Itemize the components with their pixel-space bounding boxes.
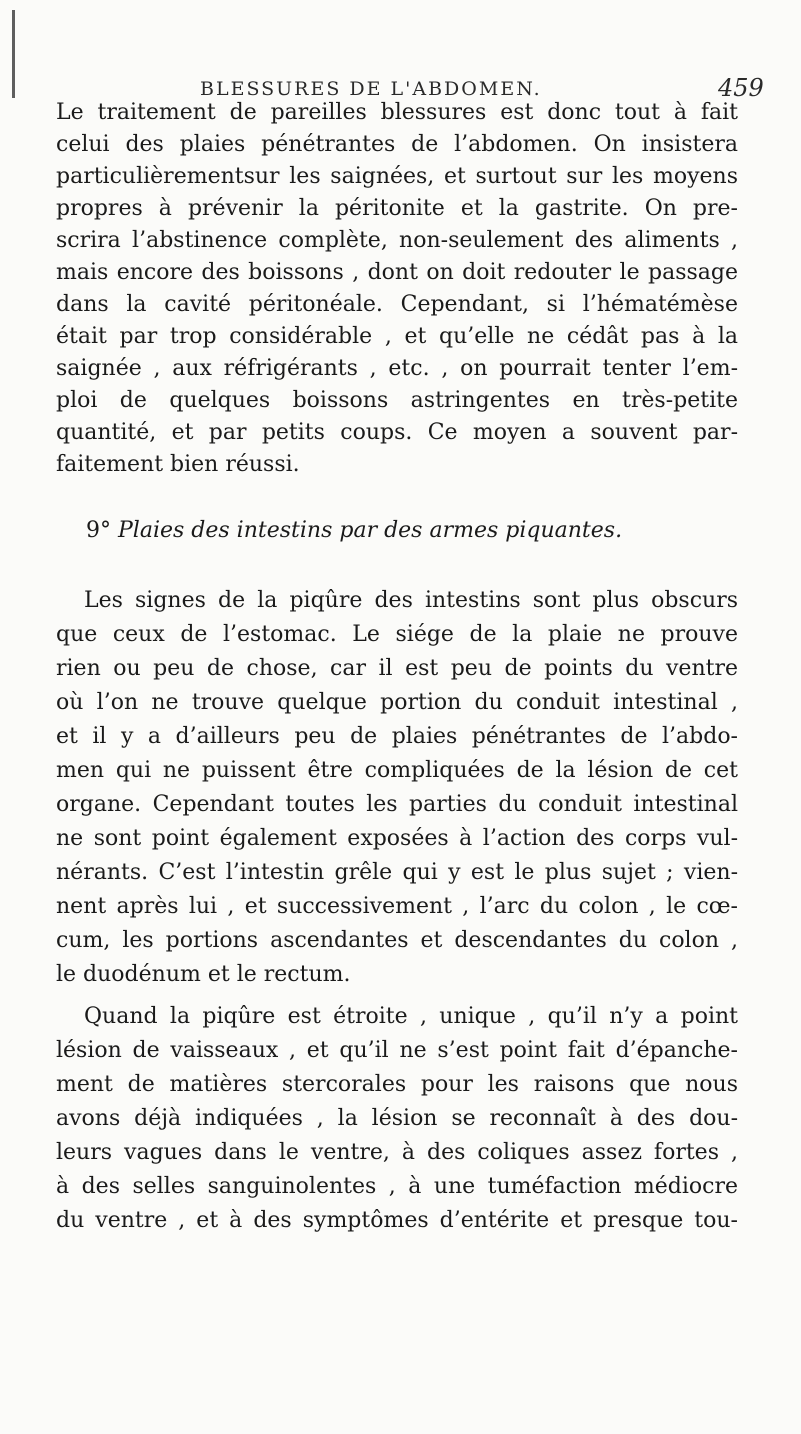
text-line: propres à prévenir la péritonite et la gastrite. On pre-	[56, 196, 738, 221]
text-line: nérants. C’est l’intestin grêle qui y est le plus sujet ; vien-	[56, 860, 738, 885]
text-line: où l’on ne trouve quelque portion du conduit intestinal ,	[56, 690, 738, 715]
text-line: saignée , aux réfrigérants , etc. , on pourrait tenter l’em-	[56, 356, 738, 381]
text-line: avons déjà indiquées , la lésion se reconnaît à des dou-	[56, 1106, 738, 1131]
text-line: ne sont point également exposées à l’action des corps vul-	[56, 826, 738, 851]
text-line: ploi de quelques boissons astringentes en très-petite	[56, 388, 738, 413]
text-line: rien ou peu de chose, car il est peu de points du ventre	[56, 656, 738, 681]
page-edge-mark	[12, 10, 15, 98]
text-line: scrira l’abstinence complète, non-seulement des aliments ,	[56, 228, 738, 253]
text-line: leurs vagues dans le ventre, à des coliques assez fortes ,	[56, 1140, 738, 1165]
text-line: Les signes de la piqûre des intestins sont plus obscurs	[84, 588, 738, 613]
text-line: Quand la piqûre est étroite , unique , qu’il n’y a point	[84, 1004, 738, 1029]
text-line: celui des plaies pénétrantes de l’abdomen. On insistera	[56, 132, 738, 157]
text-line: du ventre , et à des symptômes d’entérite et presque tou-	[56, 1208, 738, 1233]
text-line: organe. Cependant toutes les parties du conduit intestinal	[56, 792, 738, 817]
text-line: quantité, et par petits coups. Ce moyen a souvent par-	[56, 420, 738, 445]
section-title: Plaies des intestins par des armes piquantes.	[118, 518, 623, 543]
text-line: faitement bien réussi.	[56, 452, 300, 477]
text-line: mais encore des boissons , dont on doit redouter le passage	[56, 260, 738, 285]
text-line: Le traitement de pareilles blessures est donc tout à fait	[56, 100, 738, 125]
text-line: cum, les portions ascendantes et descendantes du colon ,	[56, 928, 738, 953]
page-number: 459	[718, 74, 764, 102]
section-heading	[86, 518, 738, 544]
text-line: men qui ne puissent être compliquées de la lésion de cet	[56, 758, 738, 783]
text-line: particulièrementsur les saignées, et surtout sur les moyens	[56, 164, 738, 189]
text-line: dans la cavité péritonéale. Cependant, si l’hématémèse	[56, 292, 738, 317]
text-line: lésion de vaisseaux , et qu’il ne s’est point fait d’épanche-	[56, 1038, 738, 1063]
text-line: à des selles sanguinolentes , à une tuméfaction médiocre	[56, 1174, 738, 1199]
text-line: ment de matières stercorales pour les raisons que nous	[56, 1072, 738, 1097]
section-number: 9°	[86, 518, 111, 543]
text-line: que ceux de l’estomac. Le siége de la plaie ne prouve	[56, 622, 738, 647]
text-line: et il y a d’ailleurs peu de plaies pénétrantes de l’abdo-	[56, 724, 738, 749]
text-line: était par trop considérable , et qu’elle ne cédât pas à la	[56, 324, 738, 349]
text-line: le duodénum et le rectum.	[56, 962, 351, 987]
running-head: BLESSURES DE L'ABDOMEN.	[200, 78, 542, 100]
text-line: nent après lui , et successivement , l’arc du colon , le cœ-	[56, 894, 738, 919]
